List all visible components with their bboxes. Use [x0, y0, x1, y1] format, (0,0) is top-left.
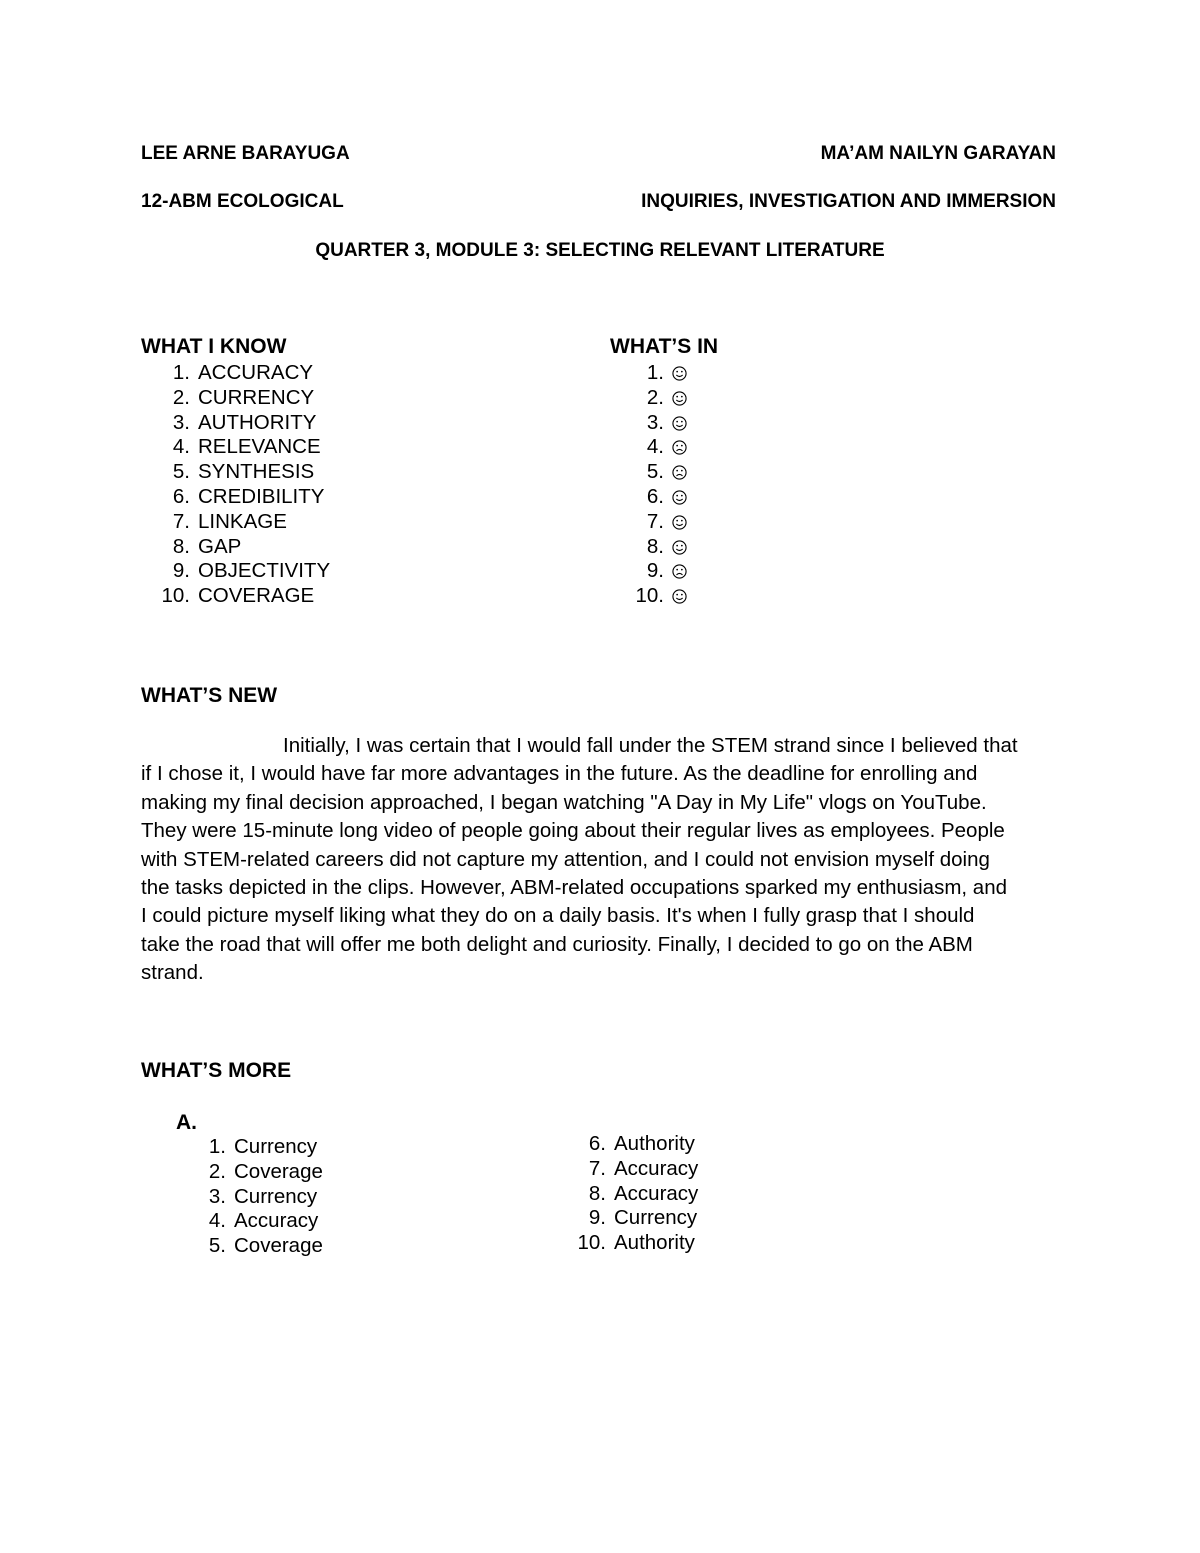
item-number: 8.: [172, 534, 190, 558]
list-item: [566, 1156, 699, 1182]
item-text: Authority: [614, 1231, 695, 1255]
item-number: 5.: [172, 460, 190, 484]
list-item: [150, 509, 287, 535]
list-item: [150, 435, 321, 460]
list-item: [150, 559, 331, 584]
item-icon: [672, 535, 687, 560]
paragraph-line: with STEM-related careers did not capture my attention, and I could not envision myself doing: [141, 847, 990, 871]
smiley-face-icon: [672, 540, 687, 555]
item-number: 1.: [646, 361, 664, 384]
list-item: [566, 1181, 699, 1207]
item-number: 3.: [208, 1184, 226, 1208]
list-item: [150, 484, 325, 510]
list-item: [186, 1135, 318, 1160]
item-text: ACCURACY: [198, 361, 314, 384]
paragraph-line: take the road that will offer me both delight and curiosity. Finally, I decided to go on the ABM: [141, 932, 973, 956]
item-text: SYNTHESIS: [198, 460, 315, 484]
paragraph-line: They were 15-minute long video of people going about their regular lives as employees. People: [141, 819, 1005, 843]
list-item: [150, 584, 315, 609]
list-item: [624, 584, 664, 609]
list-item: [624, 460, 664, 485]
paragraph-line: strand.: [141, 961, 204, 985]
smiley-face-icon: [672, 515, 687, 530]
item-text: Coverage: [234, 1234, 323, 1258]
item-icon: [672, 435, 687, 460]
item-number: 7.: [646, 509, 664, 533]
item-text: Currency: [614, 1206, 698, 1230]
item-number: 5.: [208, 1234, 226, 1258]
item-icon: [672, 584, 687, 609]
list-item: [624, 510, 664, 535]
list-item: [186, 1159, 323, 1185]
whats-more-right-list: [566, 1132, 699, 1256]
list-item: [566, 1231, 695, 1256]
part-a-label: A.: [176, 1111, 197, 1134]
paragraph-line: Initially, I was certain that I would fall under the STEM strand since I believed that: [283, 734, 1018, 757]
sad-face-icon: [672, 440, 687, 455]
smiley-face-icon: [672, 366, 687, 381]
item-text: AUTHORITY: [198, 410, 317, 434]
item-number: 1.: [172, 361, 190, 384]
whats-in-list: [624, 361, 664, 609]
list-item: [150, 534, 242, 560]
smiley-face-icon: [672, 416, 687, 431]
item-text: Currency: [234, 1135, 318, 1158]
teacher-name: MA’AM NAILYN GARAYAN: [820, 143, 1056, 164]
list-item: [150, 460, 315, 485]
item-icon: [672, 386, 687, 411]
list-item: [566, 1206, 698, 1231]
item-icon: [672, 485, 687, 510]
item-text: Accuracy: [234, 1209, 319, 1233]
item-number: 9.: [172, 559, 190, 583]
item-icon: [672, 559, 687, 584]
item-number: 2.: [172, 385, 190, 409]
list-item: [624, 559, 664, 584]
smiley-face-icon: [672, 391, 687, 406]
list-item: [624, 485, 664, 510]
list-item: [186, 1184, 318, 1210]
whats-new-heading: WHAT’S NEW: [141, 684, 278, 707]
item-text: Currency: [234, 1184, 318, 1208]
whats-in-heading: WHAT’S IN: [610, 335, 719, 358]
item-text: RELEVANCE: [198, 435, 321, 459]
sad-face-icon: [672, 465, 687, 480]
paragraph-line: making my final decision approached, I began watching "A Day in My Life" vlogs on YouTube.: [141, 790, 987, 814]
item-text: LINKAGE: [198, 509, 287, 533]
item-number: 8.: [588, 1181, 606, 1205]
what-i-know-heading: WHAT I KNOW: [141, 335, 287, 358]
subject-name: INQUIRIES, INVESTIGATION AND IMMERSION: [641, 191, 1056, 212]
item-number: 10.: [161, 584, 190, 608]
item-text: Coverage: [234, 1159, 323, 1183]
whats-more-left-list: [186, 1135, 323, 1259]
item-text: Authority: [614, 1132, 695, 1155]
item-icon: [672, 510, 687, 535]
whats-more-heading: WHAT’S MORE: [141, 1059, 292, 1082]
list-item: [624, 435, 664, 460]
item-number: 7.: [588, 1156, 606, 1180]
item-number: 6.: [172, 484, 190, 508]
list-item: [150, 361, 314, 386]
smiley-face-icon: [672, 490, 687, 505]
list-item: [624, 535, 664, 560]
item-text: CURRENCY: [198, 385, 315, 409]
item-text: CREDIBILITY: [198, 484, 325, 508]
item-number: 2.: [646, 385, 664, 409]
list-item: [186, 1234, 323, 1259]
item-number: 2.: [208, 1159, 226, 1183]
list-item: [186, 1209, 319, 1234]
paragraph-line: the tasks depicted in the clips. However, ABM-related occupations sparked my enthusiasm, and: [141, 876, 1008, 900]
what-i-know-list: [150, 361, 331, 609]
whats-new-paragraph: [141, 732, 1061, 988]
item-number: 4.: [208, 1209, 226, 1233]
list-item: [150, 385, 315, 411]
module-title: QUARTER 3, MODULE 3: SELECTING RELEVANT LITERATURE: [315, 240, 885, 261]
item-number: 10.: [577, 1231, 606, 1255]
item-number: 6.: [646, 484, 664, 508]
item-number: 3.: [172, 410, 190, 434]
item-number: 9.: [646, 559, 664, 583]
list-item: [624, 361, 664, 386]
item-number: 4.: [172, 435, 190, 459]
item-number: 3.: [646, 410, 664, 434]
item-number: 7.: [172, 509, 190, 533]
sad-face-icon: [672, 564, 687, 579]
item-number: 5.: [646, 460, 664, 484]
student-name: LEE ARNE BARAYUGA: [141, 143, 350, 164]
item-text: GAP: [198, 534, 242, 558]
item-number: 1.: [208, 1135, 226, 1158]
item-number: 4.: [646, 435, 664, 459]
item-number: 10.: [635, 584, 664, 608]
list-item: [624, 411, 664, 436]
item-icon: [672, 411, 687, 436]
item-text: OBJECTIVITY: [198, 559, 331, 583]
list-item: [566, 1132, 695, 1157]
item-icon: [672, 361, 687, 386]
smiley-face-icon: [672, 589, 687, 604]
item-text: Accuracy: [614, 1156, 699, 1180]
paragraph-line: I could picture myself liking what they do on a daily basis. It's when I fully grasp that I should: [141, 904, 975, 928]
paragraph-line: if I chose it, I would have far more advantages in the future. As the deadline for enrolling and: [141, 762, 978, 786]
item-text: Accuracy: [614, 1181, 699, 1205]
item-icon: [672, 460, 687, 485]
list-item: [624, 386, 664, 411]
item-text: COVERAGE: [198, 584, 315, 608]
item-number: 9.: [588, 1206, 606, 1230]
item-number: 8.: [646, 534, 664, 558]
list-item: [150, 410, 317, 436]
section-name: 12-ABM ECOLOGICAL: [141, 191, 344, 212]
item-number: 6.: [588, 1132, 606, 1155]
